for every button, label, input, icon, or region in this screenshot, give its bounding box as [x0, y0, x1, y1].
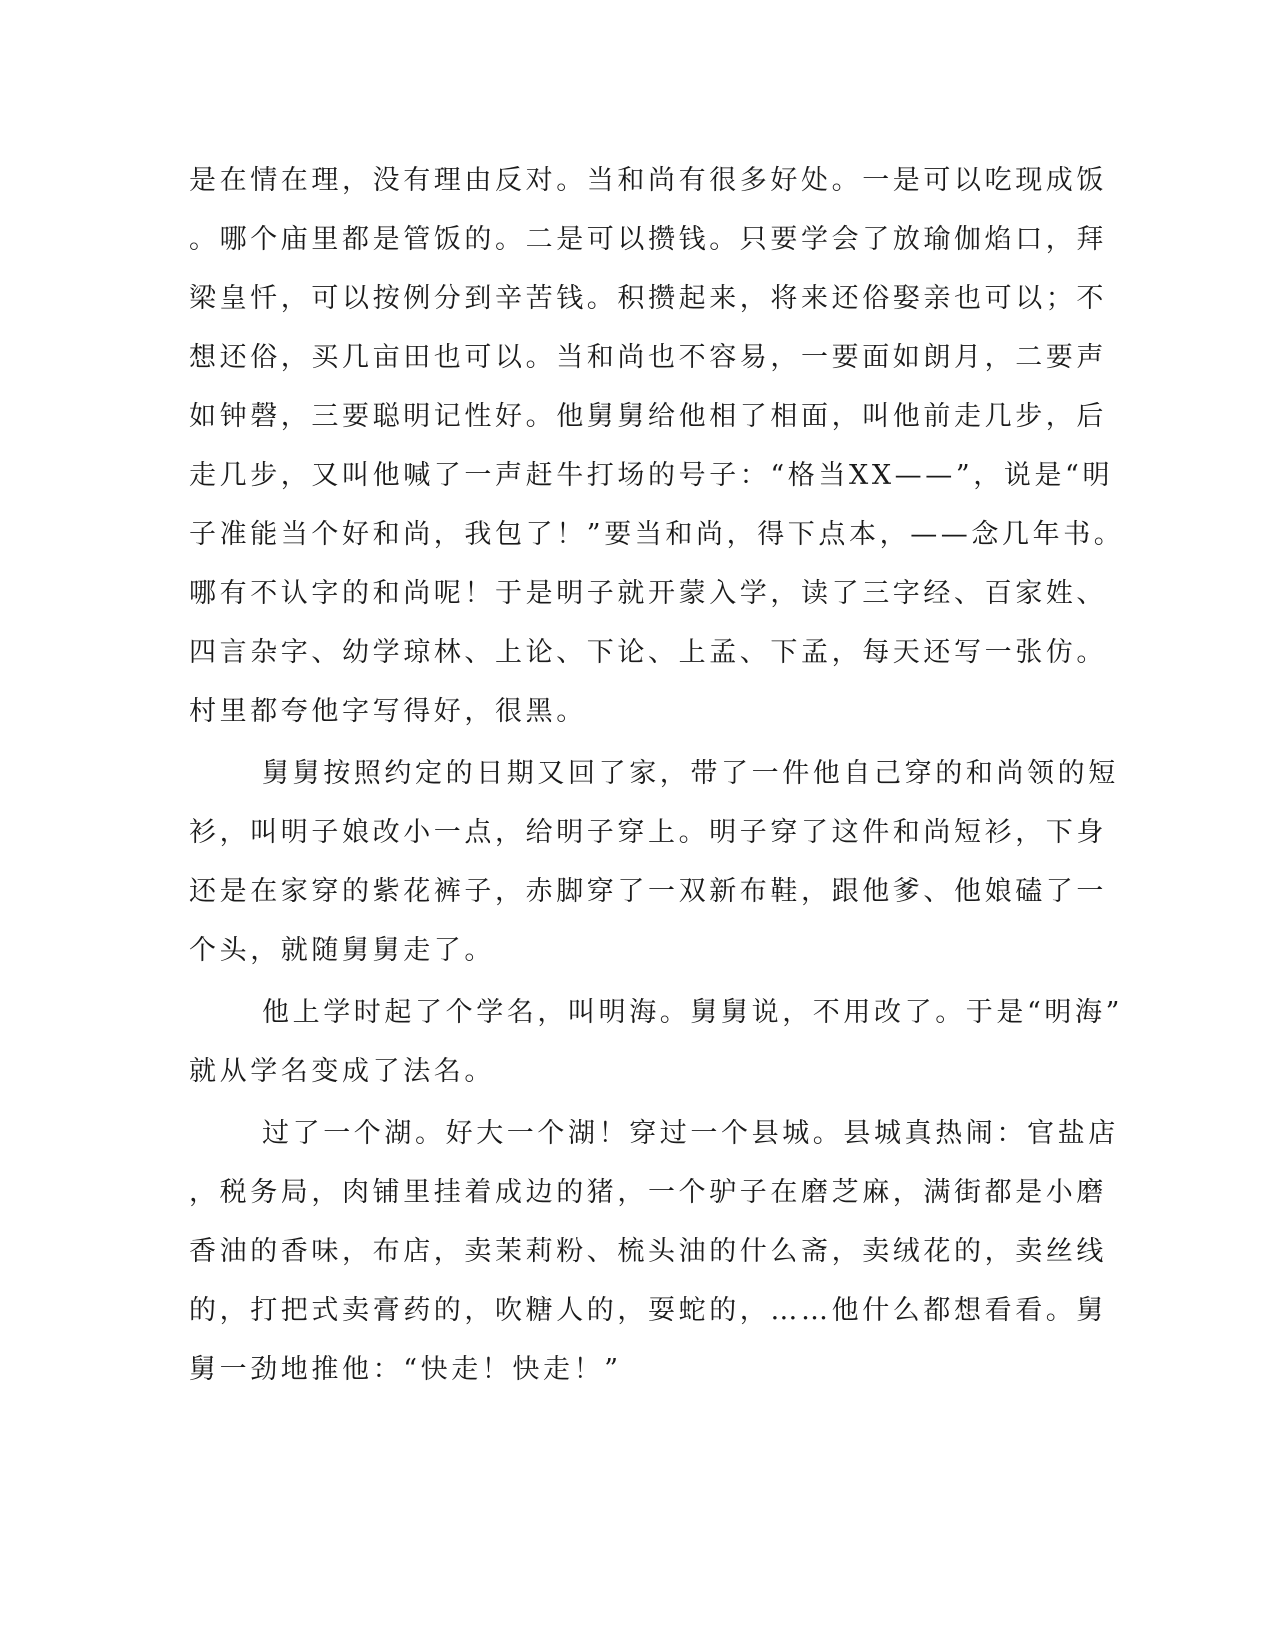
- text-line: 。哪个庙里都是管饭的。二是可以攒钱。只要学会了放瑜伽焰口，拜: [189, 224, 1107, 255]
- text-line: 子准能当个好和尚，我包了！”要当和尚，得下点本，——念几年书。: [189, 519, 1125, 550]
- text-line: ，税务局，肉铺里挂着成边的猪，一个驴子在磨芝麻，满街都是小磨: [189, 1177, 1107, 1208]
- paragraph-start-line: 过了一个湖。好大一个湖！穿过一个县城。县城真热闹：官盐店: [262, 1118, 1119, 1149]
- text-line: 梁皇忏，可以按例分到辛苦钱。积攒起来，将来还俗娶亲也可以；不: [189, 283, 1107, 314]
- text-line: 想还俗，买几亩田也可以。当和尚也不容易，一要面如朗月，二要声: [189, 342, 1107, 373]
- text-line: 四言杂字、幼学琼林、上论、下论、上孟、下孟，每天还写一张仿。: [189, 637, 1107, 668]
- text-line: 衫，叫明子娘改小一点，给明子穿上。明子穿了这件和尚短衫，下身: [189, 817, 1107, 848]
- text-line: 就从学名变成了法名。: [189, 1056, 495, 1087]
- text-line: 香油的香味，布店，卖茉莉粉、梳头油的什么斋，卖绒花的，卖丝线: [189, 1236, 1107, 1267]
- text-line: 的，打把式卖膏药的，吹糖人的，耍蛇的，……他什么都想看看。舅: [189, 1295, 1107, 1326]
- text-line: 走几步，又叫他喊了一声赶牛打场的号子：“格当XX——”，说是“明: [189, 460, 1114, 491]
- text-line: 个头，就随舅舅走了。: [189, 935, 495, 966]
- paragraph-start-line: 舅舅按照约定的日期又回了家，带了一件他自己穿的和尚领的短: [262, 758, 1119, 789]
- text-line: 村里都夸他字写得好，很黑。: [189, 696, 587, 727]
- text-line: 哪有不认字的和尚呢！于是明子就开蒙入学，读了三字经、百家姓、: [189, 578, 1107, 609]
- text-line: 是在情在理，没有理由反对。当和尚有很多好处。一是可以吃现成饭: [189, 165, 1107, 196]
- text-line: 如钟磬，三要聪明记性好。他舅舅给他相了相面，叫他前走几步，后: [189, 401, 1107, 432]
- text-line: 舅一劲地推他：“快走！快走！”: [189, 1354, 622, 1385]
- paragraph-start-line: 他上学时起了个学名，叫明海。舅舅说，不用改了。于是“明海”: [262, 997, 1124, 1028]
- text-line: 还是在家穿的紫花裤子，赤脚穿了一双新布鞋，跟他爹、他娘磕了一: [189, 876, 1107, 907]
